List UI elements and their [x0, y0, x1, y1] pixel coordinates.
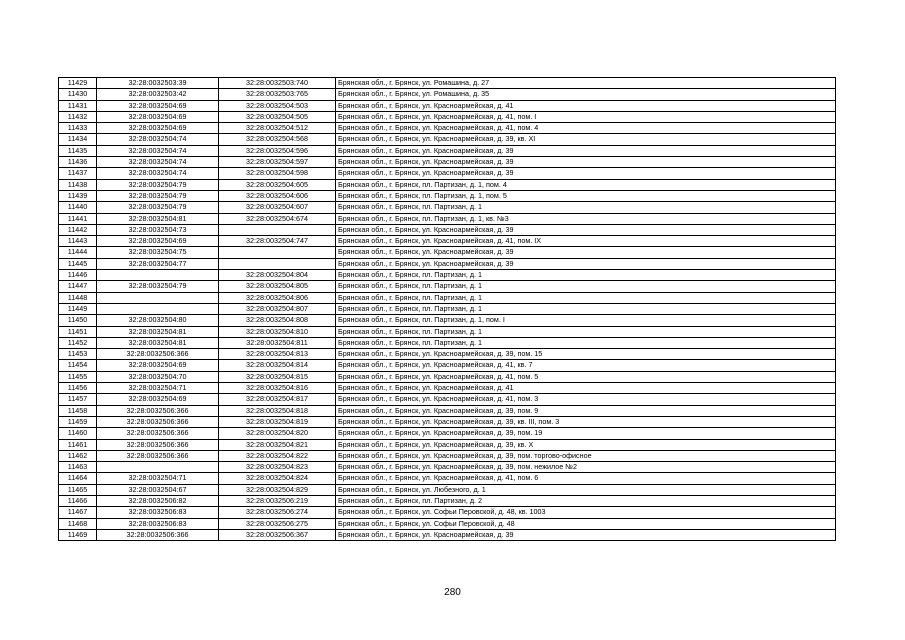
parent-cadastral-number-cell — [97, 270, 219, 281]
row-number-cell: 11441 — [59, 213, 97, 224]
table-row — [59, 405, 836, 416]
row-number-cell: 11461 — [59, 439, 97, 450]
address-cell: Брянская обл., г. Брянск, ул. Красноармейская, д. 41, пом. IX — [336, 236, 836, 247]
cadastral-number-cell: 32:28:0032504:598 — [219, 168, 336, 179]
cadastral-number-cell: 32:28:0032504:829 — [219, 484, 336, 495]
address-cell: Брянская обл., г. Брянск, пл. Партизан, д. 1 — [336, 303, 836, 314]
address-cell: Брянская обл., г. Брянск, ул. Ромашина, д. 27 — [336, 78, 836, 89]
address-cell: Брянская обл., г. Брянск, ул. Красноармейская, д. 39, пом. торгово-офисное — [336, 450, 836, 461]
parent-cadastral-number-cell: 32:28:0032504:75 — [97, 247, 219, 258]
cadastral-number-cell: 32:28:0032506:275 — [219, 518, 336, 529]
address-cell: Брянская обл., г. Брянск, ул. Красноармейская, д. 41, пом. 5 — [336, 371, 836, 382]
address-cell: Брянская обл., г. Брянск, ул. Красноармейская, д. 39 — [336, 258, 836, 269]
row-number-cell: 11449 — [59, 303, 97, 314]
table-row — [59, 439, 836, 450]
table-row — [59, 157, 836, 168]
address-cell: Брянская обл., г. Брянск, пл. Партизан, д. 1, пом. 5 — [336, 190, 836, 201]
parent-cadastral-number-cell: 32:28:0032504:74 — [97, 145, 219, 156]
address-cell: Брянская обл., г. Брянск, ул. Красноармейская, д. 41 — [336, 383, 836, 394]
row-number-cell: 11437 — [59, 168, 97, 179]
parent-cadastral-number-cell: 32:28:0032504:69 — [97, 100, 219, 111]
address-cell: Брянская обл., г. Брянск, ул. Софьи Перовской, д. 48, кв. 1003 — [336, 507, 836, 518]
table-row — [59, 315, 836, 326]
row-number-cell: 11436 — [59, 157, 97, 168]
cadastral-number-cell: 32:28:0032504:811 — [219, 337, 336, 348]
parent-cadastral-number-cell: 32:28:0032503:42 — [97, 89, 219, 100]
row-number-cell: 11448 — [59, 292, 97, 303]
parent-cadastral-number-cell: 32:28:0032504:79 — [97, 281, 219, 292]
table-row — [59, 168, 836, 179]
parent-cadastral-number-cell: 32:28:0032506:82 — [97, 495, 219, 506]
row-number-cell: 11446 — [59, 270, 97, 281]
table-row — [59, 473, 836, 484]
table-row — [59, 292, 836, 303]
address-cell: Брянская обл., г. Брянск, ул. Красноармейская, д. 39, пом. нежилое №2 — [336, 462, 836, 473]
cadastral-number-cell: 32:28:0032504:597 — [219, 157, 336, 168]
table-row — [59, 281, 836, 292]
row-number-cell: 11430 — [59, 89, 97, 100]
cadastral-number-cell: 32:28:0032506:219 — [219, 495, 336, 506]
cadastral-number-cell: 32:28:0032504:814 — [219, 360, 336, 371]
table-row — [59, 303, 836, 314]
address-cell: Брянская обл., г. Брянск, пл. Партизан, д. 1, пом. I — [336, 315, 836, 326]
parent-cadastral-number-cell: 32:28:0032504:81 — [97, 326, 219, 337]
cadastral-number-cell: 32:28:0032504:810 — [219, 326, 336, 337]
table-row — [59, 247, 836, 258]
parent-cadastral-number-cell: 32:28:0032504:79 — [97, 179, 219, 190]
parent-cadastral-number-cell — [97, 462, 219, 473]
table-row — [59, 428, 836, 439]
address-cell: Брянская обл., г. Брянск, пл. Партизан, д. 1 — [336, 337, 836, 348]
address-cell: Брянская обл., г. Брянск, пл. Партизан, д. 1, пом. 4 — [336, 179, 836, 190]
row-number-cell: 11468 — [59, 518, 97, 529]
address-cell: Брянская обл., г. Брянск, пл. Партизан, д. 1 — [336, 326, 836, 337]
row-number-cell: 11465 — [59, 484, 97, 495]
table-row — [59, 78, 836, 89]
cadastral-number-cell: 32:28:0032504:807 — [219, 303, 336, 314]
table-row — [59, 349, 836, 360]
row-number-cell: 11462 — [59, 450, 97, 461]
table-row — [59, 484, 836, 495]
parent-cadastral-number-cell: 32:28:0032504:69 — [97, 111, 219, 122]
parent-cadastral-number-cell: 32:28:0032504:81 — [97, 213, 219, 224]
address-cell: Брянская обл., г. Брянск, ул. Красноармейская, д. 39, пом. 19 — [336, 428, 836, 439]
address-cell: Брянская обл., г. Брянск, ул. Красноармейская, д. 39 — [336, 145, 836, 156]
row-number-cell: 11439 — [59, 190, 97, 201]
parent-cadastral-number-cell: 32:28:0032506:366 — [97, 439, 219, 450]
parent-cadastral-number-cell: 32:28:0032504:69 — [97, 123, 219, 134]
cadastral-number-cell: 32:28:0032504:568 — [219, 134, 336, 145]
address-cell: Брянская обл., г. Брянск, ул. Красноармейская, д. 39, кв. XI — [336, 134, 836, 145]
parent-cadastral-number-cell: 32:28:0032506:366 — [97, 450, 219, 461]
row-number-cell: 11442 — [59, 224, 97, 235]
cadastral-number-cell: 32:28:0032504:823 — [219, 462, 336, 473]
address-cell: Брянская обл., г. Брянск, ул. Красноармейская, д. 39, кв. III, пом. 3 — [336, 416, 836, 427]
row-number-cell: 11457 — [59, 394, 97, 405]
row-number-cell: 11432 — [59, 111, 97, 122]
row-number-cell: 11434 — [59, 134, 97, 145]
table-row — [59, 111, 836, 122]
address-cell: Брянская обл., г. Брянск, ул. Красноармейская, д. 41, пом. 6 — [336, 473, 836, 484]
address-cell: Брянская обл., г. Брянск, пл. Партизан, д. 1 — [336, 202, 836, 213]
table-row — [59, 145, 836, 156]
address-cell: Брянская обл., г. Брянск, пл. Партизан, д. 1 — [336, 281, 836, 292]
parent-cadastral-number-cell: 32:28:0032506:366 — [97, 405, 219, 416]
table-body — [59, 78, 836, 541]
parent-cadastral-number-cell: 32:28:0032504:79 — [97, 190, 219, 201]
cadastral-number-cell: 32:28:0032504:607 — [219, 202, 336, 213]
cadastral-number-cell: 32:28:0032504:808 — [219, 315, 336, 326]
cadastral-number-cell: 32:28:0032504:824 — [219, 473, 336, 484]
cadastral-number-cell: 32:28:0032504:605 — [219, 179, 336, 190]
cadastral-number-cell: 32:28:0032504:805 — [219, 281, 336, 292]
parent-cadastral-number-cell: 32:28:0032504:73 — [97, 224, 219, 235]
cadastral-number-cell: 32:28:0032504:818 — [219, 405, 336, 416]
table-row — [59, 224, 836, 235]
parent-cadastral-number-cell: 32:28:0032504:80 — [97, 315, 219, 326]
cadastral-number-cell: 32:28:0032504:819 — [219, 416, 336, 427]
row-number-cell: 11467 — [59, 507, 97, 518]
row-number-cell: 11452 — [59, 337, 97, 348]
cadastral-number-cell: 32:28:0032504:822 — [219, 450, 336, 461]
parent-cadastral-number-cell: 32:28:0032506:366 — [97, 349, 219, 360]
row-number-cell: 11454 — [59, 360, 97, 371]
table-row — [59, 190, 836, 201]
cadastral-number-cell: 32:28:0032503:740 — [219, 78, 336, 89]
cadastral-number-cell: 32:28:0032504:747 — [219, 236, 336, 247]
table-row — [59, 89, 836, 100]
cadastral-number-cell: 32:28:0032503:765 — [219, 89, 336, 100]
parent-cadastral-number-cell: 32:28:0032504:79 — [97, 202, 219, 213]
table-row — [59, 202, 836, 213]
table-row — [59, 394, 836, 405]
row-number-cell: 11464 — [59, 473, 97, 484]
table-row — [59, 450, 836, 461]
address-cell: Брянская обл., г. Брянск, ул. Красноармейская, д. 39 — [336, 224, 836, 235]
cadastral-number-cell: 32:28:0032504:815 — [219, 371, 336, 382]
row-number-cell: 11438 — [59, 179, 97, 190]
address-cell: Брянская обл., г. Брянск, ул. Красноармейская, д. 41, кв. 7 — [336, 360, 836, 371]
address-cell: Брянская обл., г. Брянск, ул. Красноармейская, д. 39, пом. 9 — [336, 405, 836, 416]
parent-cadastral-number-cell: 32:28:0032504:74 — [97, 157, 219, 168]
row-number-cell: 11451 — [59, 326, 97, 337]
table-row — [59, 495, 836, 506]
cadastral-number-cell: 32:28:0032504:505 — [219, 111, 336, 122]
cadastral-number-cell: 32:28:0032504:813 — [219, 349, 336, 360]
cadastral-number-cell: 32:28:0032504:606 — [219, 190, 336, 201]
address-cell: Брянская обл., г. Брянск, ул. Красноармейская, д. 41, пом. 4 — [336, 123, 836, 134]
cadastral-number-cell: 32:28:0032504:817 — [219, 394, 336, 405]
row-number-cell: 11431 — [59, 100, 97, 111]
parent-cadastral-number-cell: 32:28:0032504:71 — [97, 383, 219, 394]
parent-cadastral-number-cell: 32:28:0032506:366 — [97, 416, 219, 427]
cadastral-number-cell: 32:28:0032504:821 — [219, 439, 336, 450]
parent-cadastral-number-cell: 32:28:0032504:77 — [97, 258, 219, 269]
parent-cadastral-number-cell: 32:28:0032503:39 — [97, 78, 219, 89]
cadastral-number-cell: 32:28:0032506:367 — [219, 529, 336, 540]
row-number-cell: 11444 — [59, 247, 97, 258]
parent-cadastral-number-cell: 32:28:0032506:83 — [97, 518, 219, 529]
cadastral-number-cell: 32:28:0032504:503 — [219, 100, 336, 111]
parent-cadastral-number-cell: 32:28:0032506:83 — [97, 507, 219, 518]
address-cell: Брянская обл., г. Брянск, ул. Красноармейская, д. 39, кв. X — [336, 439, 836, 450]
row-number-cell: 11456 — [59, 383, 97, 394]
row-number-cell: 11450 — [59, 315, 97, 326]
row-number-cell: 11429 — [59, 78, 97, 89]
table-row — [59, 371, 836, 382]
table-row — [59, 179, 836, 190]
table-row — [59, 213, 836, 224]
cadastral-number-cell — [219, 247, 336, 258]
cadastral-number-cell — [219, 224, 336, 235]
table-row — [59, 258, 836, 269]
parent-cadastral-number-cell: 32:28:0032504:69 — [97, 360, 219, 371]
parent-cadastral-number-cell: 32:28:0032506:366 — [97, 529, 219, 540]
parent-cadastral-number-cell: 32:28:0032504:70 — [97, 371, 219, 382]
parent-cadastral-number-cell: 32:28:0032504:69 — [97, 236, 219, 247]
row-number-cell: 11443 — [59, 236, 97, 247]
address-cell: Брянская обл., г. Брянск, пл. Партизан, д. 2 — [336, 495, 836, 506]
parent-cadastral-number-cell: 32:28:0032504:74 — [97, 168, 219, 179]
address-cell: Брянская обл., г. Брянск, ул. Красноармейская, д. 39, пом. 15 — [336, 349, 836, 360]
table-row — [59, 134, 836, 145]
row-number-cell: 11435 — [59, 145, 97, 156]
address-cell: Брянская обл., г. Брянск, ул. Любезного, д. 1 — [336, 484, 836, 495]
row-number-cell: 11447 — [59, 281, 97, 292]
cadastral-number-cell: 32:28:0032504:804 — [219, 270, 336, 281]
table-row — [59, 236, 836, 247]
cadastral-number-cell: 32:28:0032504:512 — [219, 123, 336, 134]
parent-cadastral-number-cell — [97, 292, 219, 303]
row-number-cell: 11445 — [59, 258, 97, 269]
row-number-cell: 11433 — [59, 123, 97, 134]
address-cell: Брянская обл., г. Брянск, ул. Красноармейская, д. 39 — [336, 157, 836, 168]
parent-cadastral-number-cell: 32:28:0032504:74 — [97, 134, 219, 145]
cadastral-number-cell: 32:28:0032504:816 — [219, 383, 336, 394]
cadastral-number-cell: 32:28:0032504:806 — [219, 292, 336, 303]
address-cell: Брянская обл., г. Брянск, ул. Софьи Перовской, д. 48 — [336, 518, 836, 529]
row-number-cell: 11459 — [59, 416, 97, 427]
table-row — [59, 337, 836, 348]
table-row — [59, 462, 836, 473]
parent-cadastral-number-cell: 32:28:0032504:71 — [97, 473, 219, 484]
table-row — [59, 518, 836, 529]
cadastral-table — [58, 77, 836, 541]
cadastral-number-cell: 32:28:0032506:274 — [219, 507, 336, 518]
table-row — [59, 100, 836, 111]
address-cell: Брянская обл., г. Брянск, ул. Ромашина, д. 35 — [336, 89, 836, 100]
address-cell: Брянская обл., г. Брянск, ул. Красноармейская, д. 41 — [336, 100, 836, 111]
row-number-cell: 11455 — [59, 371, 97, 382]
address-cell: Брянская обл., г. Брянск, ул. Красноармейская, д. 41, пом. 3 — [336, 394, 836, 405]
row-number-cell: 11466 — [59, 495, 97, 506]
row-number-cell: 11460 — [59, 428, 97, 439]
parent-cadastral-number-cell: 32:28:0032504:67 — [97, 484, 219, 495]
table-row — [59, 416, 836, 427]
parent-cadastral-number-cell — [97, 303, 219, 314]
table-row — [59, 270, 836, 281]
address-cell: Брянская обл., г. Брянск, пл. Партизан, д. 1 — [336, 292, 836, 303]
parent-cadastral-number-cell: 32:28:0032504:69 — [97, 394, 219, 405]
cadastral-number-cell: 32:28:0032504:820 — [219, 428, 336, 439]
table-row — [59, 360, 836, 371]
address-cell: Брянская обл., г. Брянск, ул. Красноармейская, д. 41, пом. I — [336, 111, 836, 122]
table-row — [59, 123, 836, 134]
address-cell: Брянская обл., г. Брянск, пл. Партизан, д. 1, кв. №3 — [336, 213, 836, 224]
cadastral-number-cell: 32:28:0032504:674 — [219, 213, 336, 224]
address-cell: Брянская обл., г. Брянск, ул. Красноармейская, д. 39 — [336, 247, 836, 258]
table-row — [59, 383, 836, 394]
row-number-cell: 11458 — [59, 405, 97, 416]
cadastral-number-cell — [219, 258, 336, 269]
table-row — [59, 507, 836, 518]
table-row — [59, 529, 836, 540]
row-number-cell: 11440 — [59, 202, 97, 213]
table-row — [59, 326, 836, 337]
parent-cadastral-number-cell: 32:28:0032506:366 — [97, 428, 219, 439]
row-number-cell: 11453 — [59, 349, 97, 360]
address-cell: Брянская обл., г. Брянск, ул. Красноармейская, д. 39 — [336, 168, 836, 179]
row-number-cell: 11469 — [59, 529, 97, 540]
address-cell: Брянская обл., г. Брянск, пл. Партизан, д. 1 — [336, 270, 836, 281]
address-cell: Брянская обл., г. Брянск, ул. Красноармейская, д. 39 — [336, 529, 836, 540]
cadastral-number-cell: 32:28:0032504:596 — [219, 145, 336, 156]
parent-cadastral-number-cell: 32:28:0032504:81 — [97, 337, 219, 348]
row-number-cell: 11463 — [59, 462, 97, 473]
page-number: 280 — [444, 587, 461, 598]
